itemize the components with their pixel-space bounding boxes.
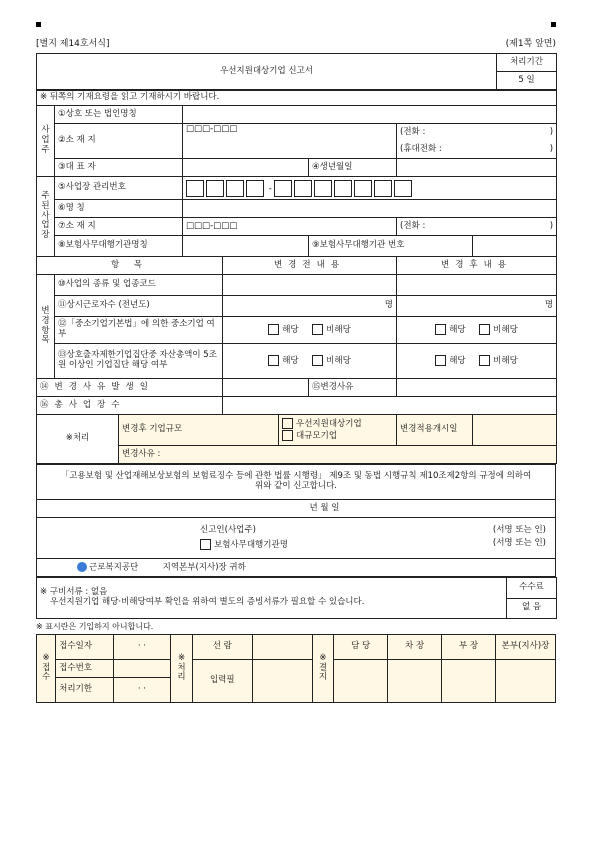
column-item-header: 항 목 (37, 257, 223, 275)
deadline-label: 처리기한 (56, 678, 114, 703)
change-date-label: ⑭변경사유발생일 (37, 379, 223, 397)
processing-reason: 변경사유 : (119, 446, 557, 464)
dept-sign-field[interactable] (442, 660, 496, 703)
agent-label: 보험사무대행기관명 (214, 539, 288, 550)
birth-date-label: ④생년월일 (309, 159, 397, 177)
apply-date-label: 변경적용개시일 (397, 415, 473, 446)
column-before-header: 변경전내용 (223, 257, 397, 275)
change-row-label: ⑪상시근로자수 (전년도) (55, 296, 223, 317)
attachment-detail: 우선지원기업 해당·비해당여부 확인을 위하여 별도의 증빙서류가 필요할 수 있습니다. (50, 597, 365, 607)
footnote: ※ 표시란은 기입하지 아니합니다. (36, 622, 154, 631)
entry-label: 입력필 (192, 660, 252, 703)
sme-after-options: 해당 비해당 (397, 317, 557, 344)
processing-period-label: 처리기간 (497, 54, 557, 72)
dept-head-label: 부 장 (442, 635, 496, 660)
workers-after-field[interactable]: 명 (397, 296, 557, 317)
group-before-no-checkbox[interactable] (312, 355, 323, 366)
sme-after-no-checkbox[interactable] (479, 324, 490, 335)
site-name-label: ⑥명 칭 (55, 200, 183, 218)
company-name-label: ①상호 또는 법인명칭 (55, 106, 183, 124)
total-sites-label: ⑯총사업장수 (37, 397, 223, 415)
receipt-no-label: 접수번호 (56, 660, 114, 678)
owner-postal-code: □□□-□□□ (186, 124, 238, 134)
column-after-header: 변경후내용 (397, 257, 557, 275)
title-table (36, 53, 557, 90)
fee-value: 없 음 (507, 598, 557, 619)
deadline-field[interactable]: · · (113, 678, 171, 703)
agency-no-field[interactable] (473, 236, 557, 257)
registration-marks (36, 22, 556, 36)
sme-after-yes-checkbox[interactable] (435, 324, 446, 335)
agency-name-label: ⑧보험사무대행기관명칭 (55, 236, 183, 257)
site-mgmt-no-field[interactable]: - (183, 177, 557, 200)
industry-before-field[interactable] (223, 275, 397, 296)
owner-group-label: 사업주 (37, 106, 55, 177)
processing-period-value: 5 일 (497, 72, 557, 90)
recipient-suffix: 지역본부(지사)장 귀하 (162, 562, 246, 573)
form-number: [별지 제14호서식] (36, 39, 110, 49)
group-after-no-checkbox[interactable] (479, 355, 490, 366)
scale-options: 우선지원대상기업 대규모기업 (279, 415, 397, 446)
site-address-field[interactable] (183, 218, 397, 236)
reporter-sign: (서명 또는 인) (492, 524, 546, 535)
group-before-yes-checkbox[interactable] (268, 355, 279, 366)
change-row-label: ⑩사업의 종류 및 업종코드 (55, 275, 223, 296)
agency-no-label: ⑨보험사무대행기관 번호 (309, 236, 473, 257)
chief-label: 차 장 (388, 635, 442, 660)
office-use-table (36, 634, 556, 703)
industry-after-field[interactable] (397, 275, 557, 296)
main-form-table (36, 90, 557, 464)
recipient-line (37, 559, 556, 577)
site-name-field[interactable] (183, 200, 557, 218)
page-side-note: (제1쪽 앞면) (505, 39, 556, 49)
priority-company-checkbox[interactable] (282, 418, 293, 429)
instruction-note: ※ 뒤쪽의 기재요령을 읽고 기재하시기 바랍니다. (37, 91, 557, 106)
owner-label: 담 당 (334, 635, 388, 660)
attachment-table (36, 577, 557, 619)
date-line: 년 월 일 (37, 500, 556, 518)
sme-before-options: 해당 비해당 (223, 317, 397, 344)
agent-sign: (서명 또는 인) (492, 537, 546, 548)
company-name-field[interactable] (183, 106, 557, 124)
review-label: 선 람 (192, 635, 252, 660)
representative-label: ③대 표 자 (55, 159, 183, 177)
site-address-label: ⑦소 재 지 (55, 218, 183, 236)
receipt-group-label: ※접수 (37, 635, 56, 703)
workers-before-field[interactable]: 명 (223, 296, 397, 317)
branch-sign-field[interactable] (496, 660, 556, 703)
fee-label: 수수료 (507, 578, 557, 599)
processing-box-label: ※처리 (37, 415, 119, 464)
legal-statement: 「고용보험 및 산업재해보상보험의 보험료징수 등에 관한 법률 시행령」 제9조 및 동법 시행규칙 제10조제2항의 규정에 의하여 위와 같이 신고합니다. (37, 465, 556, 500)
receipt-date-field[interactable]: · · (113, 635, 171, 660)
group-after-options: 해당 비해당 (397, 344, 557, 379)
owner-phone-field[interactable]: (전화 : ) (397, 124, 557, 142)
site-mgmt-no-label: ⑤사업장 관리번호 (55, 177, 183, 200)
review-field[interactable] (252, 635, 312, 660)
attachment-text: ※ 구비서류 : 없음 (40, 587, 108, 598)
agent-checkbox[interactable] (200, 539, 211, 550)
signature-block (37, 518, 556, 559)
total-sites-field[interactable] (223, 397, 557, 415)
kcomwel-logo-icon (77, 562, 87, 572)
attachment-note (37, 578, 507, 619)
proc-group-label: ※처리 (171, 635, 193, 703)
change-date-field[interactable] (223, 379, 309, 397)
group-after-yes-checkbox[interactable] (435, 355, 446, 366)
receipt-date-label: 접수일자 (56, 635, 114, 660)
owner-address-label: ②소 재 지 (55, 124, 183, 159)
form-title: 우선지원대상기업 신고서 (37, 54, 497, 90)
change-row-label: ⑫「중소기업기본법」에 의한 중소기업 여부 (55, 317, 223, 344)
site-postal-code: □□□-□□□ (186, 220, 238, 231)
form-header (36, 36, 556, 49)
branch-head-label: 본부(지사)장 (496, 635, 556, 660)
group-before-options: 해당 비해당 (223, 344, 397, 379)
change-reason-field[interactable] (397, 379, 557, 397)
form-page (36, 22, 556, 703)
site-phone-field[interactable]: (전화 : ) (397, 218, 557, 236)
change-row-label: ⑬상호출자제한기업집단중 자산총액이 5조원 이상인 기업집단 해당 여부 (55, 344, 223, 379)
change-reason-label: ⑮변경사유 (309, 379, 397, 397)
agency-name-field[interactable] (183, 236, 309, 257)
change-group-label: 변경항목 (37, 275, 55, 379)
owner-address-field[interactable] (183, 124, 397, 159)
corner-mark-left (36, 22, 41, 27)
declaration-table (36, 464, 556, 577)
sme-before-no-checkbox[interactable] (312, 324, 323, 335)
apply-date-field[interactable] (473, 415, 557, 446)
main-site-group-label: 주된사업장 (37, 177, 55, 257)
owner-sign-field[interactable] (334, 660, 388, 703)
recipient-org: 근로복지공단 (89, 562, 139, 573)
sme-before-yes-checkbox[interactable] (268, 324, 279, 335)
receipt-no-field[interactable] (113, 660, 171, 678)
owner-mobile-field[interactable]: (휴대전화 : ) (397, 141, 557, 159)
approval-group-label: ※결지 (312, 635, 334, 703)
entry-field[interactable] (252, 660, 312, 703)
scale-label: 변경후 기업규모 (119, 415, 279, 446)
representative-field[interactable] (183, 159, 309, 177)
chief-sign-field[interactable] (388, 660, 442, 703)
birth-date-field[interactable] (397, 159, 557, 177)
corner-mark-right (551, 22, 556, 27)
large-company-checkbox[interactable] (282, 430, 293, 441)
reporter-label: 신고인(사업주) (200, 524, 256, 535)
